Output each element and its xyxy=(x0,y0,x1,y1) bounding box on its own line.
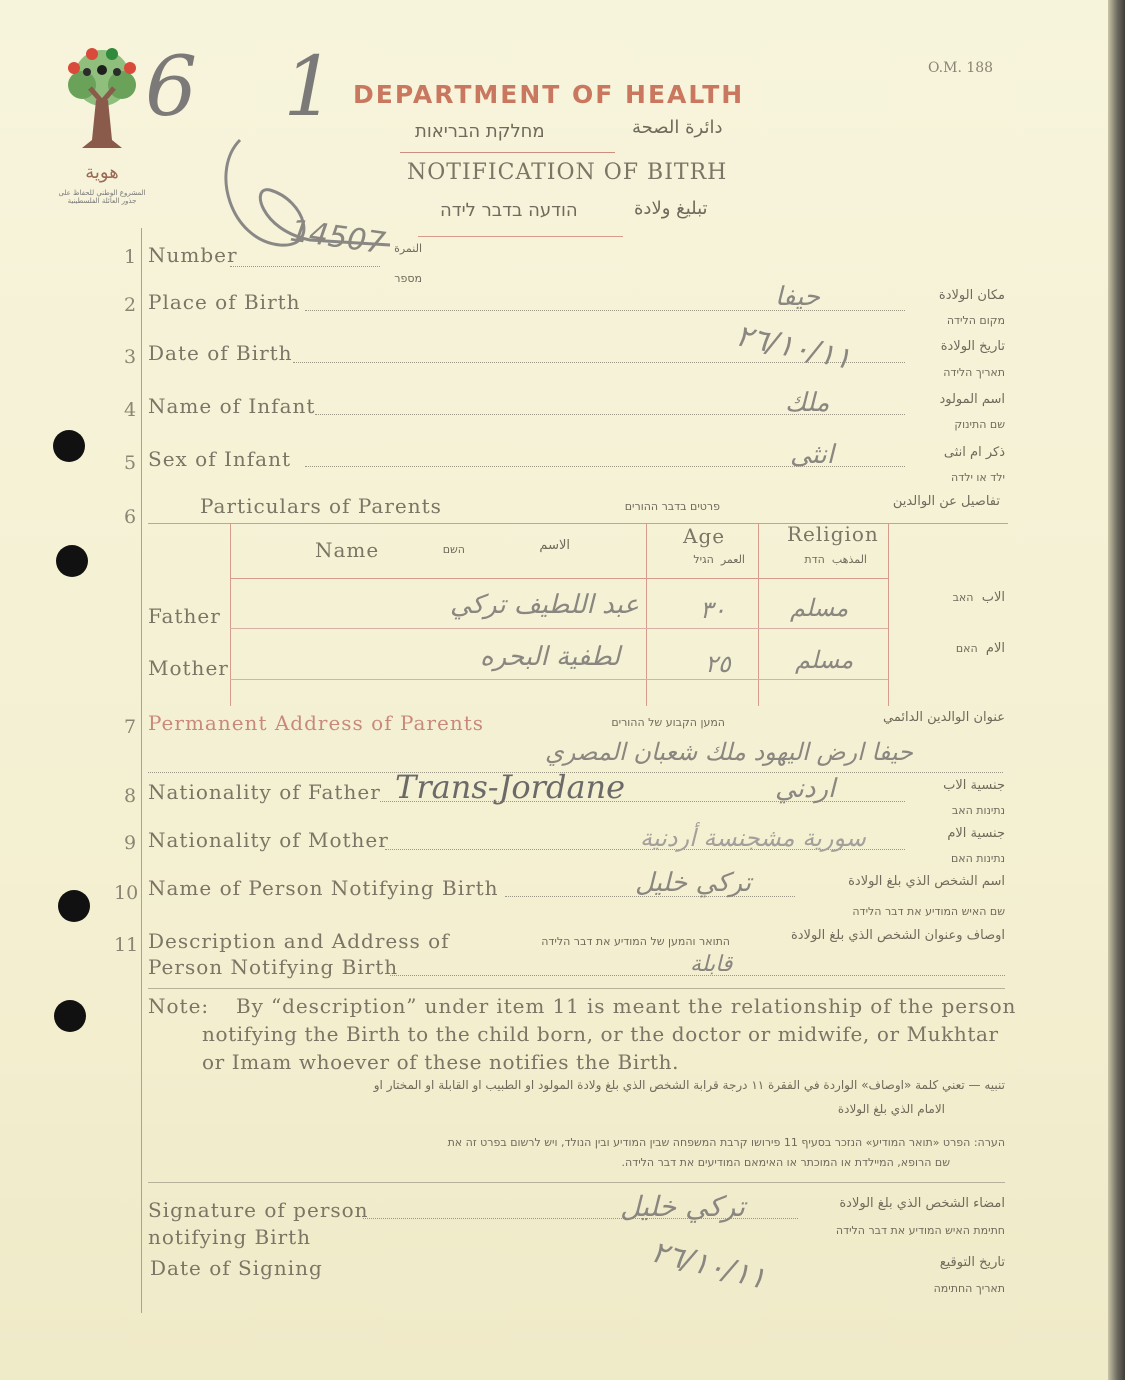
col-age-he: הגיל xyxy=(693,553,714,566)
label-sex-of-infant: Sex of Infant xyxy=(148,447,291,471)
value-sex-of-infant: انثى xyxy=(790,440,834,470)
label-place-of-birth-ar: مكان الولادة xyxy=(938,288,1005,303)
mother-name: لطفية البحره xyxy=(480,642,621,672)
label-place-of-birth: Place of Birth xyxy=(148,290,301,314)
field-number-6: 6 xyxy=(124,506,137,528)
form-title-arabic: تبليغ ولادة xyxy=(634,198,708,219)
father-name: عبد اللطيف تركي xyxy=(450,590,640,620)
title-bottom-rule xyxy=(418,236,623,237)
col-age: Age xyxy=(683,524,726,548)
label-number-ar: النمرة xyxy=(394,242,422,255)
label-name-of-infant: Name of Infant xyxy=(148,394,316,418)
label-number-he: מספר xyxy=(394,272,422,285)
signature-top-rule xyxy=(148,1182,1005,1183)
value-date-of-birth: ٢٦/١٠/١١ xyxy=(732,318,855,377)
col-religion: Religion xyxy=(787,522,879,546)
note-line3: or Imam whoever of these notifies the Birth. xyxy=(202,1050,680,1074)
value-number: 14507 xyxy=(288,213,388,262)
value-date-of-signing: ٢٦/١٠/١١ xyxy=(647,1234,770,1297)
label-nationality-father: Nationality of Father xyxy=(148,780,381,804)
label-signature-he: חתימת האיש המודיע את דבר הלידה xyxy=(835,1224,1005,1237)
col-age-ar-text: العمر xyxy=(720,553,745,566)
father-label-ar-he xyxy=(905,590,1005,605)
punch-hole xyxy=(56,545,88,577)
label-name-of-infant-he: שם התינוק xyxy=(954,418,1005,431)
paper-edge-shadow xyxy=(1108,0,1125,1380)
note-line2: notifying the Birth to the child born, or the doctor or midwife, or Mukhtar xyxy=(202,1022,999,1046)
value-nationality-father-ar: اردني xyxy=(775,774,836,804)
field-number-2: 2 xyxy=(124,294,137,316)
table-top-rule xyxy=(148,523,1008,524)
col-religion-ar-text: المذهب xyxy=(831,553,867,566)
label-nat-father-he: נתינות האב xyxy=(951,804,1005,817)
value-place-of-birth: حيفا xyxy=(775,282,820,312)
field-number-10: 10 xyxy=(114,882,139,904)
department-hebrew: מחלקת הבריאות xyxy=(415,121,545,142)
label-signature-line2: notifying Birth xyxy=(148,1225,312,1249)
form-code: O.M. 188 xyxy=(928,60,994,76)
note-label: Note: xyxy=(148,994,210,1018)
label-number: Number xyxy=(148,243,238,267)
note-he-line2: שם הרופא, המיילדת או המוכתר או האימאם המודיעים את דבר הלידה. xyxy=(621,1156,950,1169)
form-title-hebrew: הודעה בדבר לידה xyxy=(440,200,578,221)
label-nat-father-ar: جنسية الاب xyxy=(943,778,1005,793)
col-religion-ar xyxy=(762,553,867,566)
field-number-11: 11 xyxy=(114,934,139,956)
label-permanent-address: Permanent Address of Parents xyxy=(148,711,485,735)
col-religion-he: הדת xyxy=(804,553,825,566)
col-name: Name xyxy=(315,538,380,562)
dotted-line xyxy=(230,266,380,267)
label-address-ar: عنوان الوالدين الدائمي xyxy=(883,710,1005,725)
mother-he: האם xyxy=(955,642,978,655)
label-sex-of-infant-he: ילד או ילדה xyxy=(951,471,1005,484)
form-title: NOTIFICATION OF BITRH xyxy=(407,160,728,185)
mother-age: ٢٥ xyxy=(705,650,731,678)
logo-caption-line2: جذور العائلة الفلسطينية xyxy=(67,197,137,205)
left-margin-rule xyxy=(141,228,142,1313)
value-signature: تركي خليل xyxy=(620,1190,746,1223)
logo-name: هوية xyxy=(85,162,119,183)
label-notifier-he: שם האיש המודיע את דבר הלידה xyxy=(852,905,1005,918)
col-name-he: השם xyxy=(442,543,465,556)
label-date-of-birth-he: תאריך הלידה xyxy=(943,366,1005,379)
label-date-signing-he: תאריך החתימה xyxy=(933,1282,1005,1295)
department-title: DEPARTMENT OF HEALTH xyxy=(353,80,745,109)
label-parents-ar: تفاصيل عن الوالدين xyxy=(892,494,1000,509)
note-ar-line1: تنبيه — تعني كلمة «اوصاف» الواردة في الفقرة ١١ درجة قرابة الشخص الذي بلغ ولادة المولود او الطبيب او القابلة او المختار او xyxy=(373,1078,1005,1092)
tree-logo-icon xyxy=(52,40,152,160)
label-signature-ar: امضاء الشخص الذي بلغ الولادة xyxy=(839,1196,1005,1211)
field-number-9: 9 xyxy=(124,832,137,854)
logo xyxy=(52,40,152,225)
col-name-ar: الاسم xyxy=(539,538,570,553)
father-age: ٣٠ xyxy=(700,596,726,624)
mother-label-ar-he xyxy=(905,641,1005,656)
label-name-notifying: Name of Person Notifying Birth xyxy=(148,876,499,900)
label-date-of-birth: Date of Birth xyxy=(148,341,293,365)
punch-hole xyxy=(54,1000,86,1032)
value-name-of-infant: ملك xyxy=(785,388,830,418)
value-address: حيفا ارض اليهود ملك شعبان المصري xyxy=(545,738,913,766)
field-number-4: 4 xyxy=(124,399,137,421)
label-nat-mother-ar: جنسية الام xyxy=(947,826,1005,841)
handwritten-file-number: 6 1 xyxy=(145,40,366,135)
table-row-rule xyxy=(230,679,888,680)
row-mother: Mother xyxy=(148,656,229,680)
label-nat-mother-he: נתינות האם xyxy=(950,852,1005,865)
label-notifier-ar: اسم الشخص الذي بلغ الولادة xyxy=(848,874,1005,889)
note-he-line1: הערה: הפרט «תואר המודיע» הנזכר בסעיף 11 פירושו קרבת המשפחה שבין המודיע ובין הנולד, ויש לרשום בפרט זה את xyxy=(447,1136,1005,1149)
note-top-rule xyxy=(148,988,1005,989)
label-address-he: המען הקבוע של ההורים xyxy=(611,716,725,729)
logo-caption-line1: المشروع الوطني للحفاظ على xyxy=(58,189,146,197)
mother-ar: الام xyxy=(985,641,1005,656)
label-date-of-birth-ar: تاريخ الولادة xyxy=(940,339,1005,354)
table-rule xyxy=(888,523,889,706)
note-ar-line2: الامام الذي بلغ الولادة xyxy=(837,1102,945,1116)
value-nationality-father-en: Trans-Jordane xyxy=(395,768,626,806)
table-header-rule xyxy=(230,578,888,579)
father-ar: الاب xyxy=(981,590,1005,605)
note-line1: By “description” under item 11 is meant the relationship of the person xyxy=(236,994,1017,1018)
label-date-signing-ar: تاريخ التوقيع xyxy=(939,1255,1005,1270)
father-he: האב xyxy=(952,591,974,604)
label-description-line2: Person Notifying Birth xyxy=(148,955,399,979)
label-parents-he: פרטים בדבר ההורים xyxy=(624,500,720,513)
department-arabic: دائرة الصحة xyxy=(632,117,723,138)
label-description-ar: اوصاف وعنوان الشخص الذي بلغ الولادة xyxy=(790,928,1005,943)
label-particulars-of-parents: Particulars of Parents xyxy=(200,494,442,518)
field-number-7: 7 xyxy=(124,716,137,738)
col-age-ar xyxy=(650,553,745,566)
label-signature-line1: Signature of person xyxy=(148,1198,369,1222)
label-place-of-birth-he: מקום הלידה xyxy=(946,314,1005,327)
punch-hole xyxy=(58,890,90,922)
field-number-1: 1 xyxy=(124,246,137,268)
mother-religion: مسلم xyxy=(795,646,854,674)
value-description: قابلة xyxy=(690,952,733,977)
field-number-8: 8 xyxy=(124,785,137,807)
label-description-he: התואר והמען של המודיע את דבר הלידה xyxy=(541,935,730,948)
value-nationality-mother: سورية مشجنسة أردنية xyxy=(640,824,866,852)
field-number-5: 5 xyxy=(124,452,137,474)
table-row-rule xyxy=(230,628,888,629)
row-father: Father xyxy=(148,604,221,628)
label-nationality-mother: Nationality of Mother xyxy=(148,828,389,852)
label-name-of-infant-ar: اسم المولود xyxy=(939,392,1005,407)
title-underline xyxy=(400,152,615,153)
label-sex-of-infant-ar: ذكر ام انثى xyxy=(943,445,1005,460)
punch-hole xyxy=(53,430,85,462)
value-notifier-name: تركي خليل xyxy=(635,868,752,898)
label-description-line1: Description and Address of xyxy=(148,929,450,953)
field-number-3: 3 xyxy=(124,346,137,368)
label-date-of-signing: Date of Signing xyxy=(150,1256,323,1280)
father-religion: مسلم xyxy=(790,594,849,622)
